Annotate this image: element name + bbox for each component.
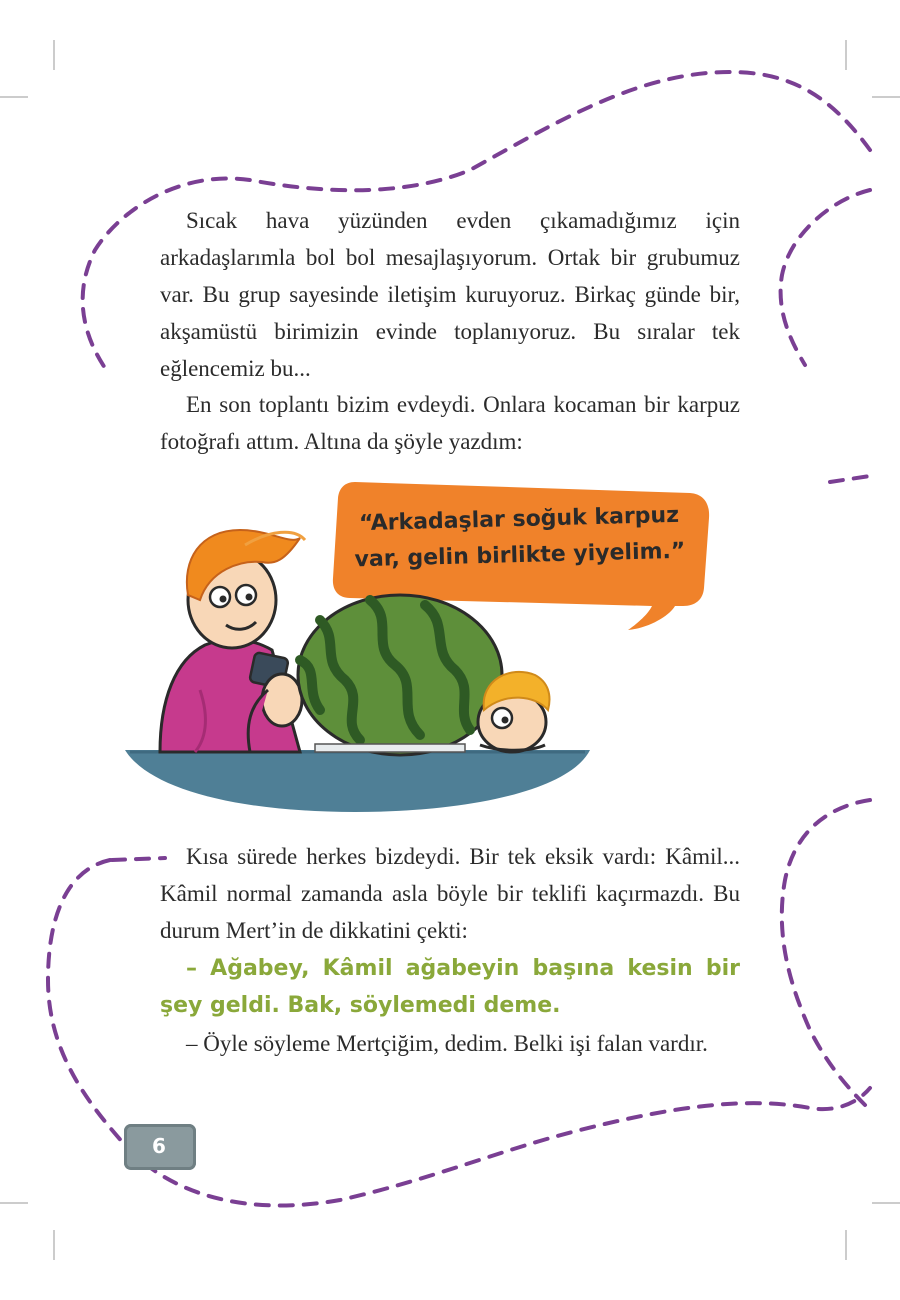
paragraph-2: En son toplantı bizim evdeydi. Onlara kocaman bir karpuz fotoğrafı attım. Altına da şöyle yazdım:: [160, 392, 740, 454]
boy-eye-left: [210, 587, 230, 607]
page-number: 6: [152, 1134, 166, 1158]
boy-eye-right: [236, 585, 256, 605]
speech-bubble-text: “Arkadaşlar soğuk karpuz var, gelin birlikte yiyelim.”: [354, 502, 686, 573]
page-number-badge: [124, 1124, 196, 1170]
paragraph-3: Kısa sürede herkes bizdeydi. Bir tek eksik vardı: Kâmil... Kâmil normal zamanda asla böyle bir teklifi kaçırmazdı. Bu durum Mert’in de dikkatini çekti:: [160, 844, 740, 943]
paragraph-1: Sıcak hava yüzünden evden çıkamadığımız için arkadaşlarımla bol bol mesajlaşıyorum. Ortak bir grubumuz var. Bu grup sayesinde iletişim kuruyoruz. Birkaç günde bir, akşamüstü birimizin evinde toplanıyoruz. Bu sıralar tek eğlencemiz bu...: [160, 208, 740, 381]
boy-hand: [262, 674, 302, 726]
table-surface: [125, 750, 590, 812]
paragraph-4: – Öyle söyleme Mertçiğim, dedim. Belki işi falan vardır.: [186, 1031, 708, 1056]
dialog-line: – Ağabey, Kâmil ağabeyin başına kesin bir şey geldi. Bak, söylemedi deme.: [160, 956, 740, 1018]
tray: [315, 744, 465, 752]
